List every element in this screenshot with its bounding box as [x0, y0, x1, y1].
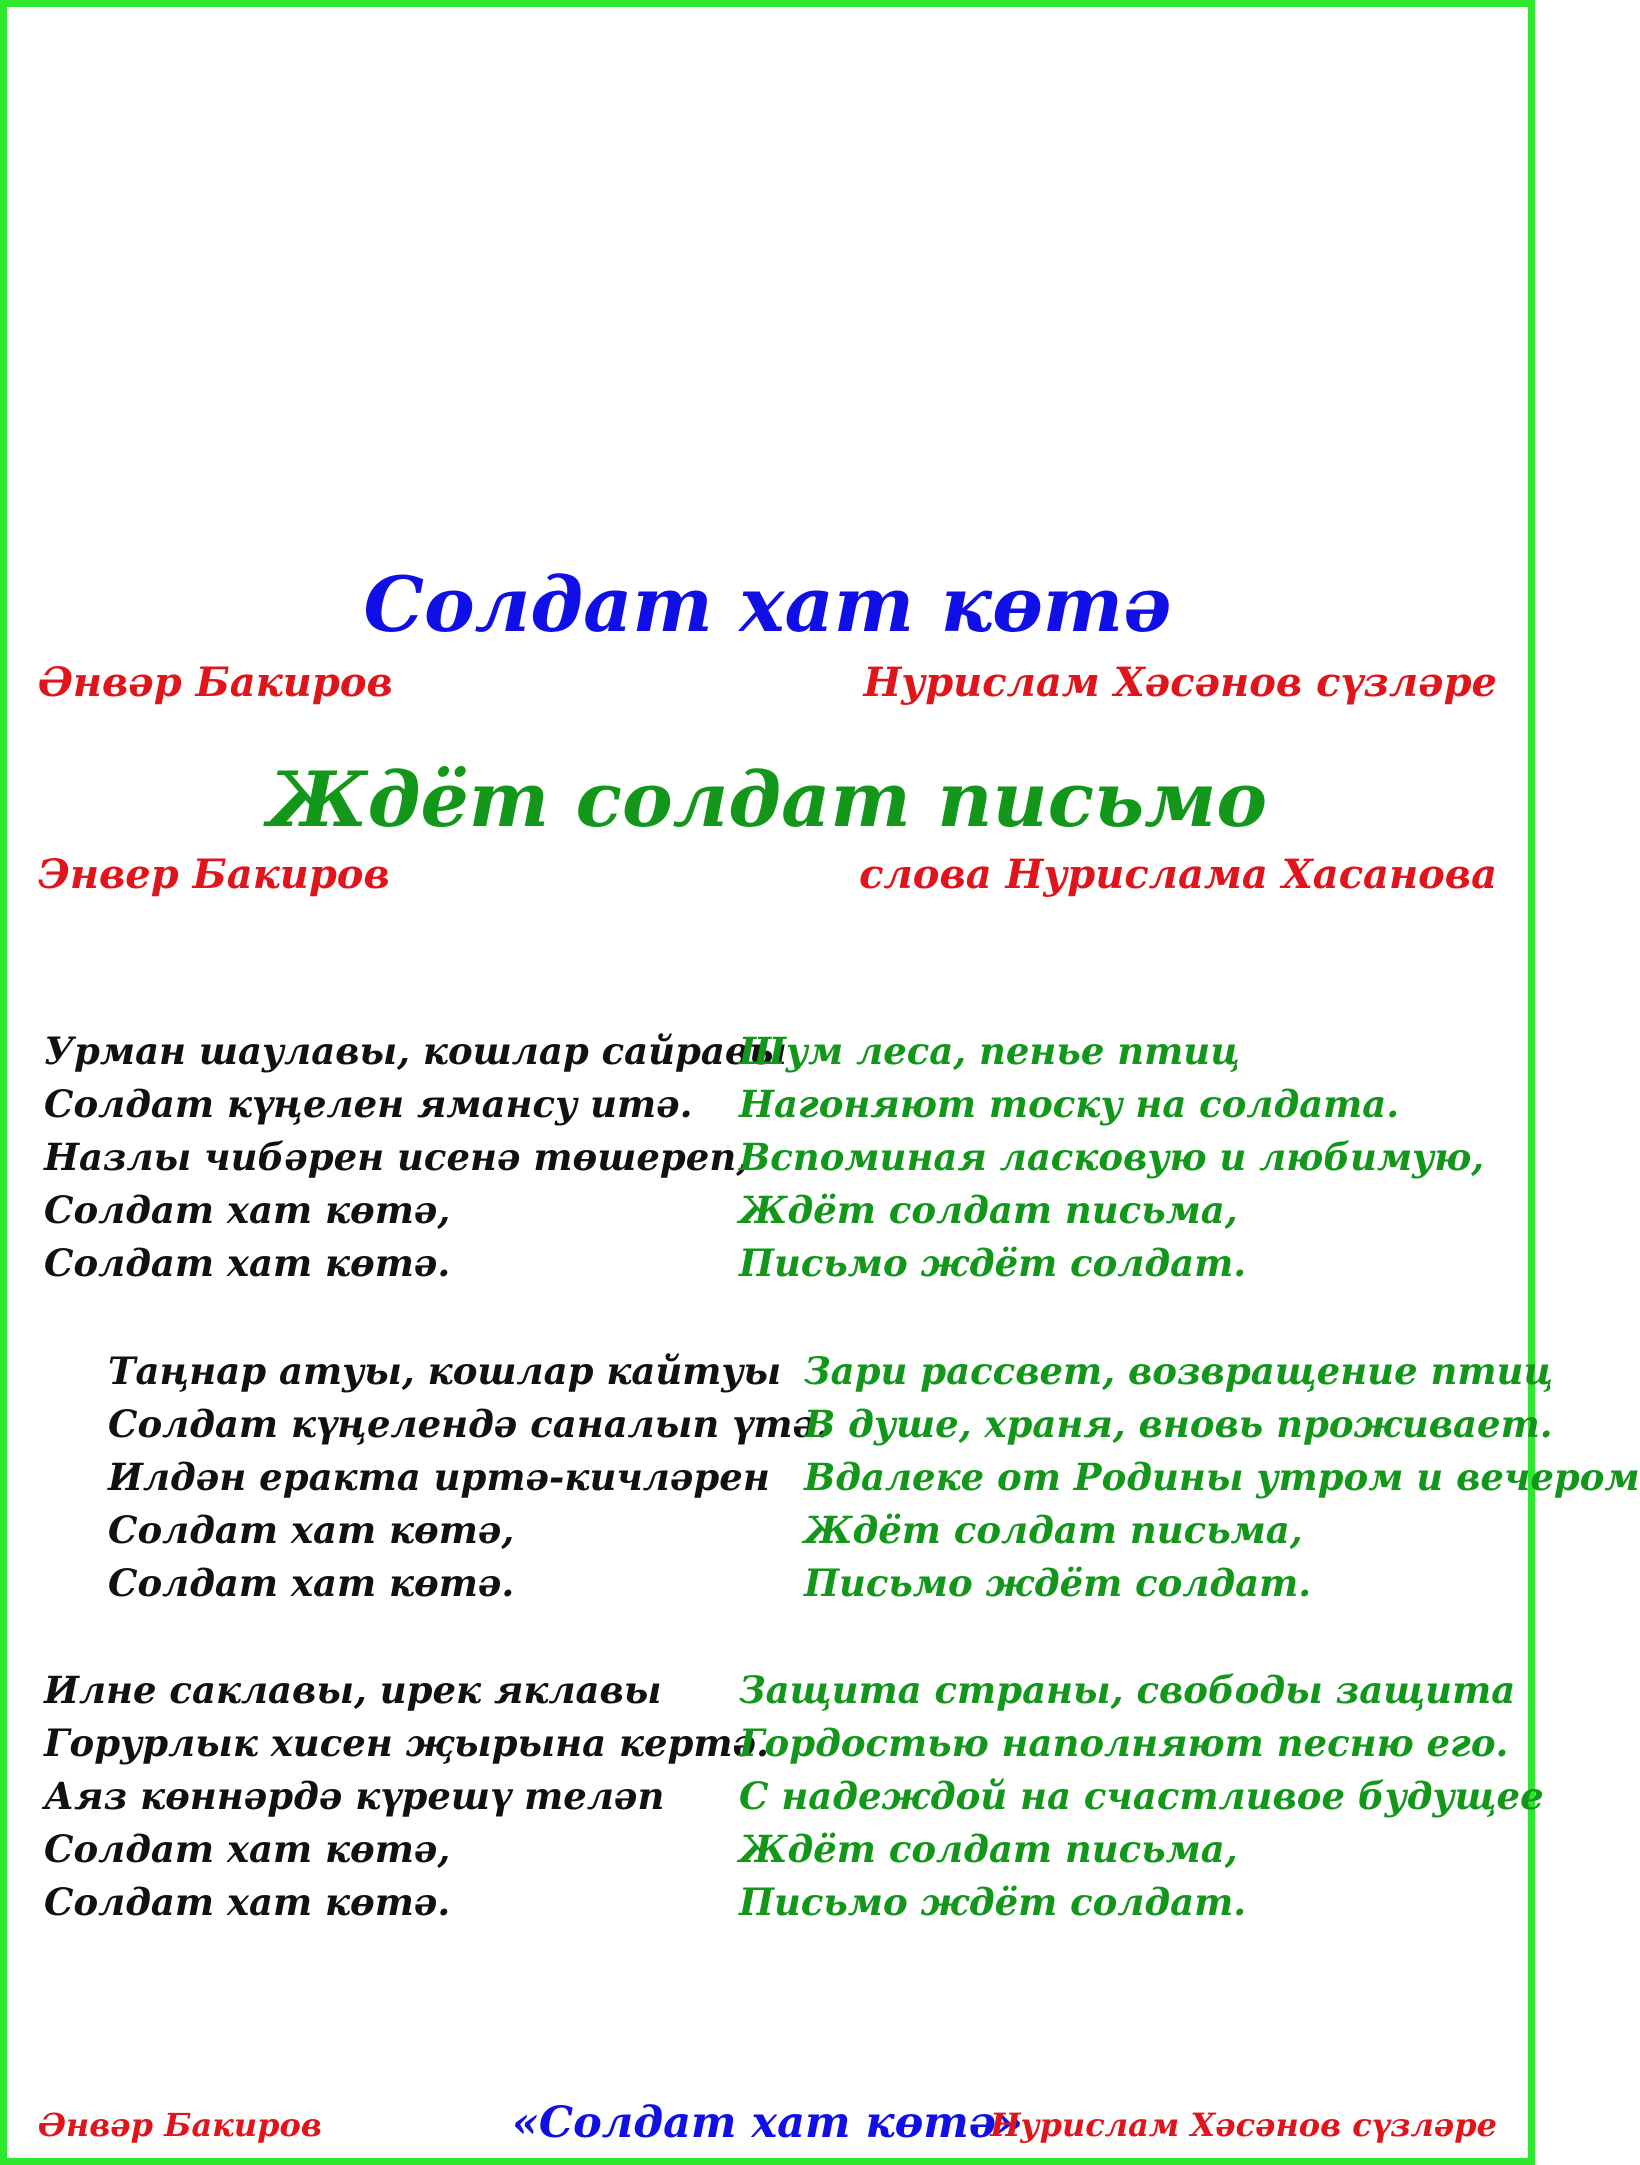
- verse-line: Зари рассвет, возвращение птиц: [804, 1349, 1554, 1393]
- verse-line: С надеждой на счастливое будущее: [739, 1774, 1544, 1818]
- verse-line: Солдат хат көтә,: [108, 1508, 515, 1552]
- verse-line: Письмо ждёт солдат.: [804, 1561, 1312, 1605]
- verse-line: Письмо ждёт солдат.: [739, 1241, 1247, 1285]
- verse-line: Солдат күңелендә саналып үтә.: [108, 1402, 829, 1446]
- verse-line: Таңнар атуы, кошлар кайтуы: [108, 1349, 782, 1393]
- verse-line: Аяз көннәрдә күрешү теләп: [44, 1774, 665, 1818]
- verse-line: Письмо ждёт солдат.: [739, 1880, 1247, 1924]
- lyricist-tatar: Нурислам Хәсәнов сүзләре: [863, 659, 1497, 706]
- composer-russian: Энвер Бакиров: [38, 851, 390, 898]
- verse-line: Ждёт солдат письма,: [739, 1827, 1238, 1871]
- footer-composer: Әнвәр Бакиров: [38, 2106, 322, 2144]
- verse-line: Солдат хат көтә.: [44, 1880, 451, 1924]
- verse-1-russian: [739, 1025, 1484, 1290]
- verse-line: Солдат хат көтә,: [44, 1188, 451, 1232]
- verse-line: Илне саклавы, ирек яклавы: [44, 1668, 662, 1712]
- verse-2-tatar: [108, 1345, 829, 1610]
- verse-line: Назлы чибәрен исенә төшереп,: [44, 1135, 750, 1179]
- composer-tatar: Әнвәр Бакиров: [38, 659, 393, 706]
- verse-line: Гордостью наполняют песню его.: [739, 1721, 1509, 1765]
- verse-line: Вдалеке от Родины утром и вечером: [804, 1455, 1640, 1499]
- verse-line: Солдат хат көтә.: [108, 1561, 515, 1605]
- verse-3-tatar: [44, 1664, 769, 1929]
- verse-line: Илдән еракта иртә-кичләрен: [108, 1455, 770, 1499]
- verse-3-russian: [739, 1664, 1544, 1929]
- verse-line: Горурлык хисен җырына кертә.: [44, 1721, 769, 1765]
- song-title-tatar: Солдат хат көтә: [363, 560, 1172, 649]
- lyricist-russian: слова Нурислама Хасанова: [859, 851, 1497, 898]
- verse-1-tatar: [44, 1025, 787, 1290]
- footer-lyricist: Нурислам Хәсәнов сүзләре: [990, 2106, 1497, 2144]
- verse-line: Шум леса, пенье птиц: [739, 1029, 1240, 1073]
- verse-line: Вспоминая ласковую и любимую,: [739, 1135, 1485, 1179]
- verse-line: Урман шаулавы, кошлар сайравы: [44, 1029, 787, 1073]
- verse-line: Защита страны, свободы защита: [739, 1668, 1516, 1712]
- verse-line: В душе, храня, вновь проживает.: [804, 1402, 1553, 1446]
- verse-line: Нагоняют тоску на солдата.: [739, 1082, 1400, 1126]
- verse-line: Солдат күңелен ямансу итә.: [44, 1082, 693, 1126]
- footer-title: «Солдат хат көтә»: [512, 2098, 1023, 2148]
- song-title-russian: Ждёт солдат письмо: [267, 755, 1268, 844]
- verse-line: Солдат хат көтә.: [44, 1241, 451, 1285]
- verse-line: Ждёт солдат письма,: [804, 1508, 1303, 1552]
- verse-line: Ждёт солдат письма,: [739, 1188, 1238, 1232]
- verse-line: Солдат хат көтә,: [44, 1827, 451, 1871]
- verse-2-russian: [804, 1345, 1640, 1610]
